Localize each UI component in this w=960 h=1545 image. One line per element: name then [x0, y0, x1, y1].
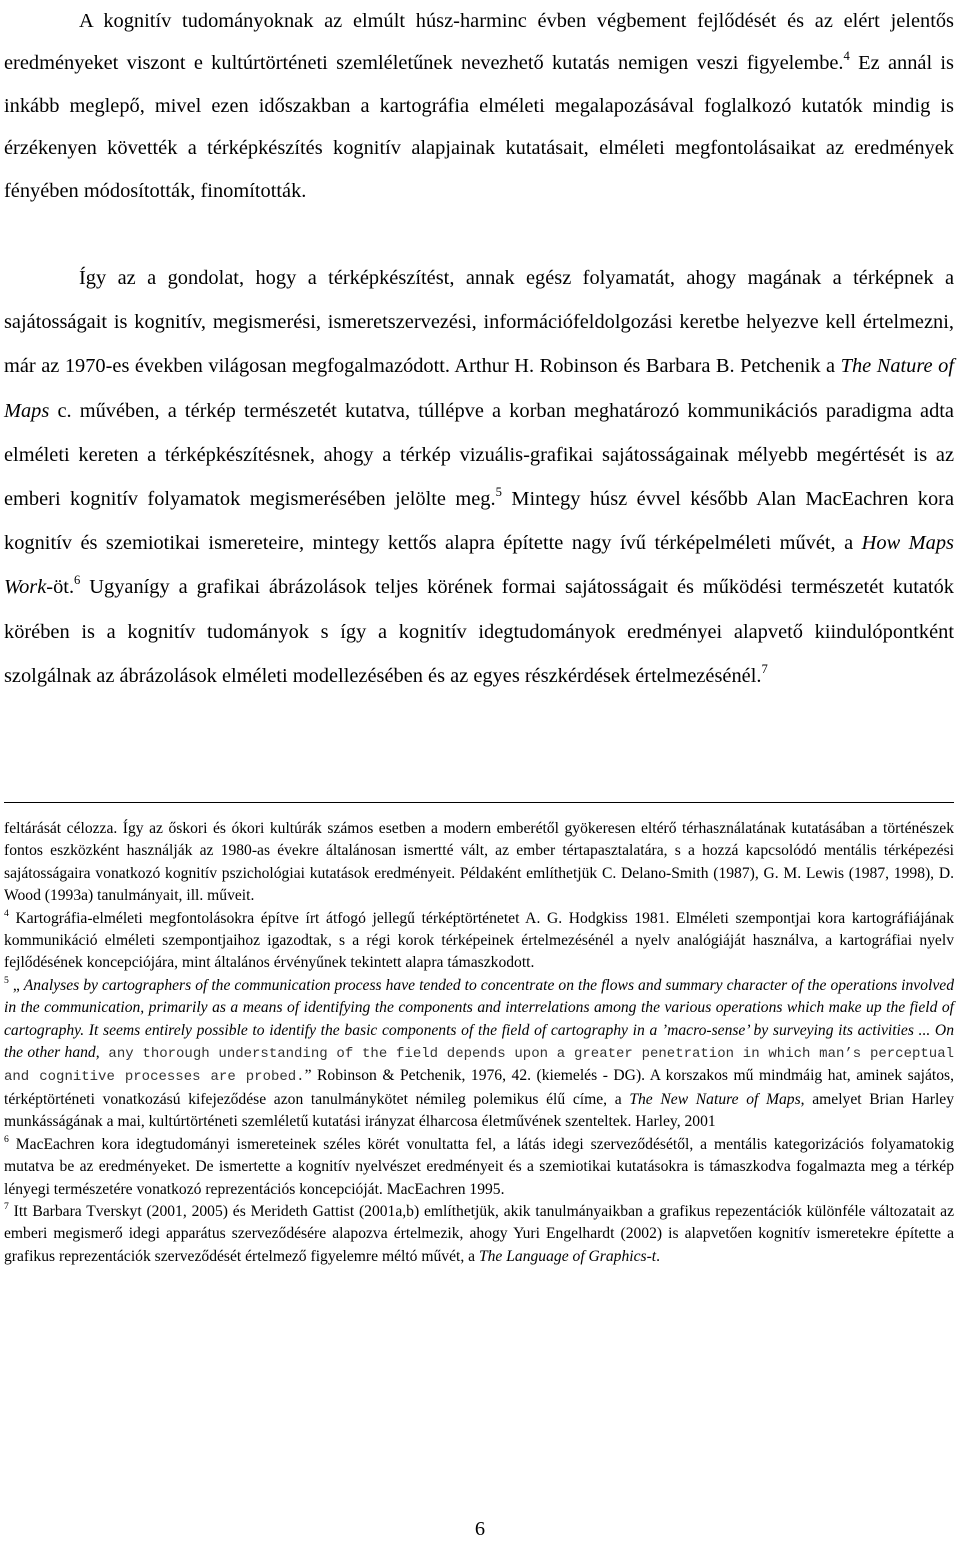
footnote-5-quote-italic: Analyses by cartographers of the communication process have tended to concentrate on the flows and summary character of the operations involved in the communication, primarily as a means of identifying the components and interrelations among the various operations which make up the field of cartography. It seems entirely possible to identify the basic components of the field of cartography in a ’macro-sense’ by surveying its activities ... On the other hand,	[4, 976, 954, 1062]
footnote-7-text: Itt Barbara Tverskyt (2001, 2005) és Merideth Gattist (2001a,b) említhetjük, akik tanulmányaikban a grafikus repezentációk különféle változatait az emberi megismerő idegi apparátus szerveződésére alapozva értelmezik, ahogy Yuri Engelhardt (2002) is alapvetően kognitív ismeretekre építette a grafikus reprezentációk szerveződését értelmező figyelemre méltó művét, a	[4, 1202, 954, 1265]
footnote-separator	[4, 802, 954, 803]
footnote-7	[4, 1201, 954, 1268]
footnote-ref-5[interactable]: 5	[495, 484, 502, 499]
footnote-5-quote-mono: any thorough understanding of the field depends upon a greater penetration in which man’s perceptual and cognitive processes are probed.	[4, 1046, 954, 1086]
footnote-5-text-b: , amelyet Brian Harley munkásságának a mai, kultúrtörténeti szemléletű kutatási irányzat élharcosa életművének szenteltek. Harley, 2001	[4, 1090, 954, 1131]
paragraph-2-text-c: Mintegy húsz évvel később Alan MacEachren kora kognitív és szemiotikai ismereteire, mintegy kettős alapra építette nagy ívű térképelméleti művét, a	[4, 488, 954, 555]
paragraph-2	[4, 256, 954, 698]
paragraph-2-text-a: Így az a gondolat, hogy a térképkészítést, annak egész folyamatát, ahogy magának a térképnek a sajátosságait is kognitív, megismerési, ismeretszervezési, információfeldolgozási keretbe helyezve kell értelmezni, már az 1970-es években világosan megfogalmazódott. Arthur H. Robinson és Barbara B. Petchenik a	[4, 267, 954, 378]
footnote-ref-7[interactable]: 7	[761, 661, 768, 676]
paragraph-2-text-d: -öt.	[46, 576, 75, 599]
footnote-6	[4, 1134, 954, 1201]
book-title-nature-of-maps: The Nature of Maps	[4, 355, 954, 422]
footnote-4-number: 4	[4, 907, 9, 919]
footnote-continuation: feltárását célozza. Így az őskori és ókori kultúrák számos esetben a modern emberétől gyökeresen eltérő térhasználatának kutatásában a történészek fontos eszközként használják az 1980-as évekre általánosan ismertté vált, az ember tértapasztalatára, s a hozzá kapcsolódó mentális térképezési sajátosságaira vonatkozó kognitív pszichológiai kutatások eredményeit. Példaként említhetjük C. Delano-Smith (1987), G. M. Lewis (1987, 1998), D. Wood (1993a) tanulmányait, ill. műveit.	[4, 820, 954, 905]
paragraph-2-text-b: c. művében, a térkép természetét kutatva, túllépve a korban meghatározó kommunikációs paradigma adta elméleti kereten a térképkészítésnek, ahogy a térkép vizuális-grafikai sajátosságainak mélyebb megértését is az emberi kognitív folyamatok megismerésében jelölte meg.	[4, 399, 954, 511]
page-number: 6	[474, 1518, 486, 1540]
footnote-ref-4[interactable]: 4	[843, 49, 850, 64]
book-title-new-nature-of-maps: The New Nature of Maps	[629, 1090, 801, 1108]
paragraph-1-text-b: Ez annál is inkább meglepő, mivel ezen időszakban a kartográfia elméleti megalapozásával foglalkozó kutatók mindig is érzékenyen követték a térképkészítés kognitív alapjainak kutatásait, elméleti megfontolásaikat az eredmények fényében módosították, finomították.	[4, 52, 954, 202]
footnote-4-text: Kartográfia-elméleti megfontolásokra építve írt átfogó jellegű térképtörténetet A. G. Hodgkiss 1981. Elméleti szempontjai kora kartográfiájának kommunikáció elméleti szempontjaihoz igazodtak, s a régi korok térképeinek értelmezésénél a nyelv analógiáját használva, a kartográfiai nyelv fejlődésének koncepciójára, mint általános érvényűnek tekintett alapra támaszkodott.	[4, 909, 954, 972]
footnote-5	[4, 975, 954, 1134]
footnote-5-number: 5	[4, 974, 9, 986]
footnote-7-number: 7	[4, 1200, 9, 1212]
footnote-6-number: 6	[4, 1133, 9, 1145]
footnote-6-text: MacEachren kora idegtudományi ismereteinek széles körét vonultatta fel, a látás idegi szerveződésétől, a mentális kategorizációs folyamatokig mutatva be az eredményeket. De ismertette a kognitív nyelvészet eredményeit és a szemiotikai kutatásokra is támaszkodva fogalmazta meg a térkép lényegi természetére vonatkozó reprezentációs koncepcióját. MacEachren 1995.	[4, 1135, 954, 1198]
book-title-how-maps-work: How Maps Work	[4, 532, 954, 599]
footnote-7-end: .	[656, 1247, 661, 1265]
footnotes	[4, 818, 954, 1268]
footnote-ref-6[interactable]: 6	[74, 573, 81, 588]
book-title-language-of-graphics: The Language of Graphics-t	[478, 1247, 657, 1265]
footnote-4	[4, 908, 954, 975]
paragraph-1	[4, 0, 954, 212]
paragraph-2-text-e: Ugyanígy a grafikai ábrázolások teljes körének formai sajátosságait és működési természetét kutatók körében is a kognitív tudományok s így a kognitív idegtudományok eredményei alapvető kiindulópontként szolgálnak az ábrázolások elméleti modellezésében és az egyes részkérdések értelmezésénél.	[4, 576, 954, 687]
footnote-5-text-a: ” Robinson & Petchenik, 1976, 42. (kiemelés - DG). A korszakos mű mindmáig hat, aminek sajátos, térképtörténeti vonatkozású kifejeződése azon tanulmánykötet némileg polemikus élű címe, a	[4, 1067, 954, 1108]
footnote-5-open-quote: „	[8, 976, 24, 994]
paragraph-1-text-a: A kognitív tudományoknak az elmúlt húsz-harminc évben végbement fejlődését és az elért jelentős eredményeket viszont e kultúrtörténeti szemléletűnek nevezhető kutatás nemigen veszi figyelembe.	[4, 10, 954, 75]
